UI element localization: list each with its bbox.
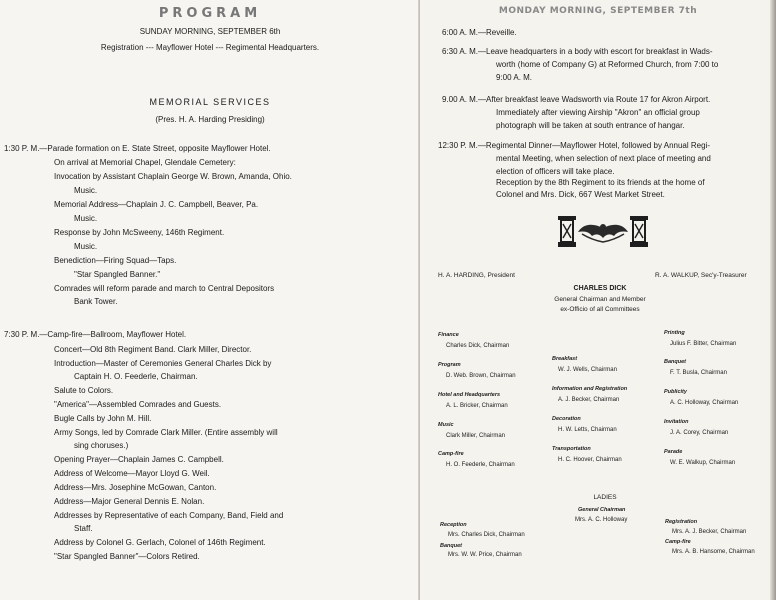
committee-label: Printing <box>664 330 685 336</box>
reform-line-cont: Bank Tower. <box>74 297 118 306</box>
event-6-30am-cont: worth (home of Company G) at Reformed Church, from 7:00 to <box>496 60 719 69</box>
monday-heading: MONDAY MORNING, SEPTEMBER 7th <box>498 6 698 16</box>
presiding-line: (Pres. H. A. Harding Presiding) <box>155 115 265 124</box>
reveille-line: 6:00 A. M.—Reveille. <box>442 28 517 37</box>
mcgowan-line: Address—Mrs. Josephine McGowan, Canton. <box>54 483 217 492</box>
event-6-30am-cont: 9:00 A. M. <box>496 73 533 82</box>
reform-line: Comrades will reform parade and march to Central Depositors <box>54 284 275 293</box>
concert-line: Concert—Old 8th Regiment Band. Clark Miller, Director. <box>54 345 252 354</box>
music-line: Music. <box>74 242 98 251</box>
ladies-campfire-name: Mrs. A. B. Hansome, Chairman <box>672 549 755 555</box>
committee-chair: W. J. Wells, Chairman <box>558 367 617 373</box>
committee-chair: H. C. Hoover, Chairman <box>558 457 622 463</box>
event-12-30pm-reception-cont: Colonel and Mrs. Dick, 667 West Market Street. <box>496 190 665 199</box>
committee-label: Information and Registration <box>552 386 628 392</box>
committee-chair: A. L. Bricker, Chairman <box>446 403 508 409</box>
army-songs-line-cont: sing choruses.) <box>74 441 129 450</box>
colors-retired-line: "Star Spangled Banner"—Colors Retired. <box>54 552 200 561</box>
president-line: H. A. HARDING, President <box>438 272 515 279</box>
ladies-registration-name: Mrs. A. J. Becker, Chairman <box>672 529 747 535</box>
event-6-30am: 6:30 A. M.—Leave headquarters in a body with escort for breakfast in Wads- <box>442 47 713 56</box>
page-edge <box>770 0 776 600</box>
ladies-general-name: Mrs. A. C. Holloway <box>575 517 628 523</box>
music-line: Music. <box>74 214 98 223</box>
eagle-emblem-icon <box>556 214 650 250</box>
chairman-name: CHARLES DICK <box>573 285 627 292</box>
bugle-line: Bugle Calls by John M. Hill. <box>54 414 152 423</box>
representatives-line: Addresses by Representative of each Company, Band, Field and <box>54 511 284 520</box>
registration-line: Registration --- Mayflower Hotel --- Regimental Headquarters. <box>100 43 320 52</box>
committee-chair: H. W. Letts, Chairman <box>558 427 617 433</box>
event-12-30pm-cont: election of officers will take place. <box>496 167 615 176</box>
event-7-30pm: 7:30 P. M.—Camp-fire—Ballroom, Mayflower Hotel. <box>4 330 187 339</box>
memorial-heading: MEMORIAL SERVICES <box>149 97 271 107</box>
treasurer-line: R. A. WALKUP, Sec'y-Treasurer <box>655 272 747 279</box>
welcome-line: Address of Welcome—Mayor Lloyd G. Weil. <box>54 469 210 478</box>
response-line: Response by John McSweeny, 146th Regiment. <box>54 228 225 237</box>
ladies-registration-label: Registration <box>665 519 698 525</box>
ladies-banquet-name: Mrs. W. W. Price, Chairman <box>448 552 522 558</box>
event-12-30pm-cont: mental Meeting, when selection of next place of meeting and <box>496 154 711 163</box>
committee-label: Publicity <box>664 389 687 395</box>
america-line: "America"—Assembled Comrades and Guests. <box>54 400 222 409</box>
committee-chair: A. C. Holloway, Chairman <box>670 400 739 406</box>
event-9am-cont: Immediately after viewing Airship "Akron" an official group <box>496 108 700 117</box>
committee-chair: D. Web. Brown, Chairman <box>446 373 516 379</box>
committee-label: Music <box>438 422 454 428</box>
nolan-line: Address—Major General Dennis E. Nolan. <box>54 497 205 506</box>
ladies-banquet-label: Banquet <box>440 543 462 549</box>
ladies-campfire-label: Camp-fire <box>665 539 691 545</box>
benediction-line: Benediction—Firing Squad—Taps. <box>54 256 177 265</box>
committee-label: Banquet <box>664 359 686 365</box>
committee-label: Parade <box>664 449 683 455</box>
event-12-30pm: 12:30 P. M.—Regimental Dinner—Mayflower Hotel, followed by Annual Regi- <box>438 141 710 150</box>
committee-label: Invitation <box>664 419 689 425</box>
chairman-role: General Chairman and Member <box>554 296 646 303</box>
introduction-line-cont: Captain H. O. Feederle, Chairman. <box>74 372 198 381</box>
committee-label: Decoration <box>552 416 581 422</box>
program-title: PROGRAM <box>158 6 262 21</box>
committee-chair: A. J. Becker, Chairman <box>558 397 620 403</box>
event-12-30pm-reception: Reception by the 8th Regiment to its friends at the home of <box>496 178 705 187</box>
music-line: Music. <box>74 186 98 195</box>
representatives-line-cont: Staff. <box>74 524 93 533</box>
committee-chair: Clark Miller, Chairman <box>446 433 506 439</box>
committee-label: Breakfast <box>552 356 578 362</box>
chairman-role-cont: ex-Officio of all Committees <box>560 306 640 313</box>
committee-label: Transportation <box>552 446 591 452</box>
committee-chair: H. O. Feederle, Chairman <box>446 462 515 468</box>
invocation-line: Invocation by Assistant Chaplain George W. Brown, Amanda, Ohio. <box>54 172 292 181</box>
committee-chair: W. E. Walkup, Chairman <box>670 460 736 466</box>
introduction-line: Introduction—Master of Ceremonies General Charles Dick by <box>54 359 272 368</box>
ladies-general-label: General Chairman <box>578 507 626 513</box>
committee-chair: Charles Dick, Chairman <box>446 343 510 349</box>
prayer-line: Opening Prayer—Chaplain James C. Campbell. <box>54 455 224 464</box>
ladies-reception-label: Reception <box>440 522 467 528</box>
event-9am: 9.00 A. M.—After breakfast leave Wadsworth via Route 17 for Akron Airport. <box>442 95 711 104</box>
event-9am-cont: photograph will be taken at south entrance of hangar. <box>496 121 685 130</box>
committee-label: Hotel and Headquarters <box>438 392 501 398</box>
salute-line: Salute to Colors. <box>54 386 114 395</box>
committee-chair: F. T. Busla, Chairman <box>670 370 727 376</box>
committee-label: Finance <box>438 332 459 338</box>
event-1-30pm: 1:30 P. M.—Parade formation on E. State Street, opposite Mayflower Hotel. <box>4 144 271 153</box>
ladies-reception-name: Mrs. Charles Dick, Chairman <box>448 532 525 538</box>
banner-line: "Star Spangled Banner." <box>74 270 161 279</box>
committee-chair: Julius F. Bitter, Chairman <box>670 341 737 347</box>
committee-label: Camp-fire <box>438 451 464 457</box>
ladies-heading: LADIES <box>593 494 617 501</box>
army-songs-line: Army Songs, led by Comrade Clark Miller. (Entire assembly will <box>54 428 278 437</box>
gerlach-line: Address by Colonel G. Gerlach, Colonel of 146th Regiment. <box>54 538 266 547</box>
memorial-address-line: Memorial Address—Chaplain J. C. Campbell, Beaver, Pa. <box>54 200 259 209</box>
sunday-heading: SUNDAY MORNING, SEPTEMBER 6th <box>139 27 281 36</box>
committee-chair: J. A. Corey, Chairman <box>670 430 729 436</box>
committee-label: Program <box>438 362 461 368</box>
arrival-line: On arrival at Memorial Chapel, Glendale Cemetery: <box>54 158 236 167</box>
